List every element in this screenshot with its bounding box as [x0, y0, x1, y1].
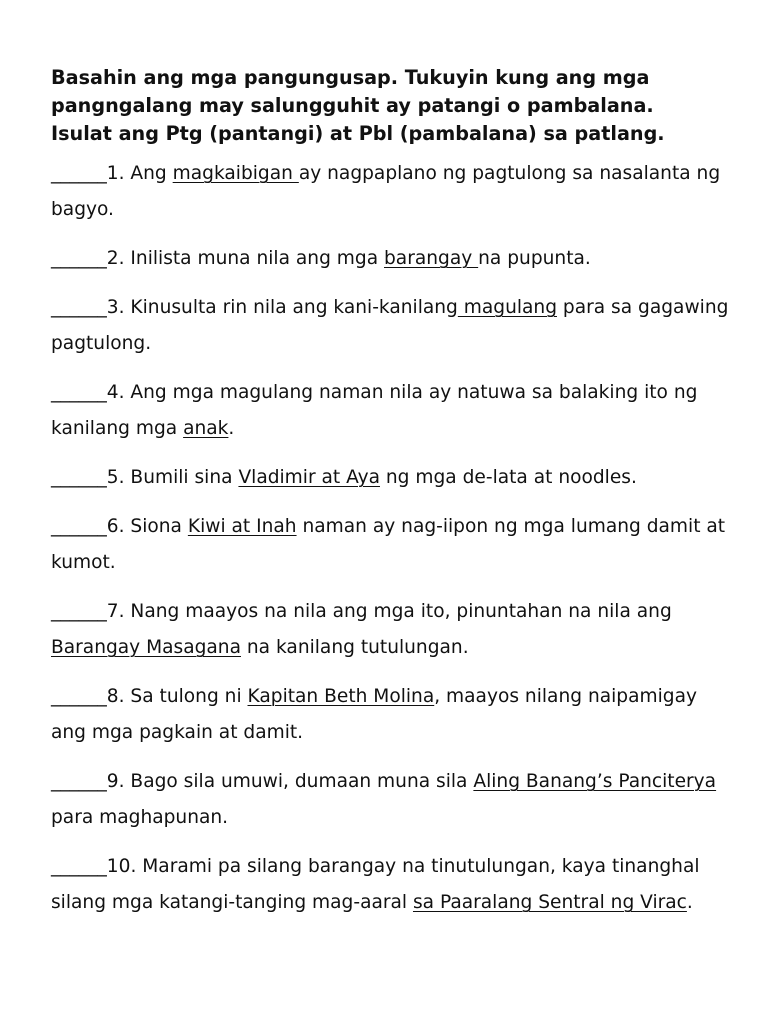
sentence-text: na kanilang tutulungan.: [240, 637, 469, 658]
item-10: [51, 849, 731, 921]
sentence-text: 4. Ang mga magulang naman nila ay natuwa sa balaking ito ng kanilang mga: [51, 382, 698, 439]
answer-blank[interactable]: ______: [51, 856, 107, 877]
underlined-noun: magulang: [457, 297, 557, 318]
underlined-noun: magkaibigan: [172, 163, 299, 184]
item-1: [51, 156, 731, 228]
answer-blank[interactable]: ______: [51, 467, 107, 488]
answer-blank[interactable]: ______: [51, 601, 107, 622]
item-5: [51, 460, 731, 496]
worksheet: [51, 64, 731, 934]
instructions-line-2: pangngalang may salungguhit ay patangi o pambalana.: [51, 94, 654, 117]
answer-blank[interactable]: ______: [51, 382, 107, 403]
sentence-text: 7. Nang maayos na nila ang mga ito, pinuntahan na nila ang: [106, 601, 672, 622]
sentence-text: 2. Inilista muna nila ang mga: [106, 248, 384, 269]
answer-blank[interactable]: ______: [51, 686, 107, 707]
sentence-text: na pupunta.: [478, 248, 591, 269]
sentence-text: 3. Kinusulta rin nila ang kani-kanilang: [106, 297, 458, 318]
underlined-noun: sa Paaralang Sentral ng Virac: [412, 892, 687, 913]
underlined-noun: Kapitan Beth Molina: [247, 686, 435, 707]
item-2: [51, 241, 731, 277]
sentence-text: 9. Bago sila umuwi, dumaan muna sila: [106, 771, 474, 792]
sentence-text: , maayos nilang naipamigay ang mga pagkain at damit.: [51, 686, 697, 743]
item-8: [51, 679, 731, 751]
sentence-text: para maghapunan.: [51, 807, 229, 828]
item-4: [51, 375, 731, 447]
underlined-noun: Kiwi at Inah: [187, 516, 297, 537]
sentence-text: .: [228, 418, 235, 439]
underlined-noun: anak: [183, 418, 229, 439]
sentence-text: .: [686, 892, 693, 913]
item-6: [51, 509, 731, 581]
sentence-text: 6. Siona: [106, 516, 188, 537]
sentence-text: 8. Sa tulong ni: [106, 686, 248, 707]
underlined-noun: Aling Banang’s Panciterya: [473, 771, 717, 792]
answer-blank[interactable]: ______: [51, 163, 107, 184]
item-7: [51, 594, 731, 666]
instructions-line-1: Basahin ang mga pangungusap. Tukuyin kung ang mga: [51, 66, 650, 89]
answer-blank[interactable]: ______: [51, 771, 107, 792]
instructions-line-3: Isulat ang Ptg (pantangi) at Pbl (pambalana) sa patlang.: [51, 122, 665, 145]
underlined-noun: Barangay Masagana: [51, 637, 241, 658]
sentence-text: ay nagpaplano ng pagtulong sa nasalanta ng bagyo.: [51, 163, 721, 220]
item-9: [51, 764, 731, 836]
underlined-noun: barangay: [384, 248, 479, 269]
item-3: [51, 290, 731, 362]
underlined-noun: Vladimir at Aya: [238, 467, 380, 488]
sentence-text: para sa gagawing pagtulong.: [51, 297, 729, 354]
answer-blank[interactable]: ______: [51, 516, 107, 537]
sentence-text: 5. Bumili sina: [106, 467, 239, 488]
answer-blank[interactable]: ______: [51, 248, 107, 269]
answer-blank[interactable]: ______: [51, 297, 107, 318]
sentence-text: ng mga de-lata at noodles.: [379, 467, 637, 488]
instructions: [51, 64, 731, 148]
sentence-text: 10. Marami pa silang barangay na tinutulungan, kaya tinanghal silang mga katangi-tanging mag-aaral: [51, 856, 700, 913]
sentence-text: 1. Ang: [106, 163, 173, 184]
sentence-text: naman ay nag-iipon ng mga lumang damit at kumot.: [51, 516, 726, 573]
